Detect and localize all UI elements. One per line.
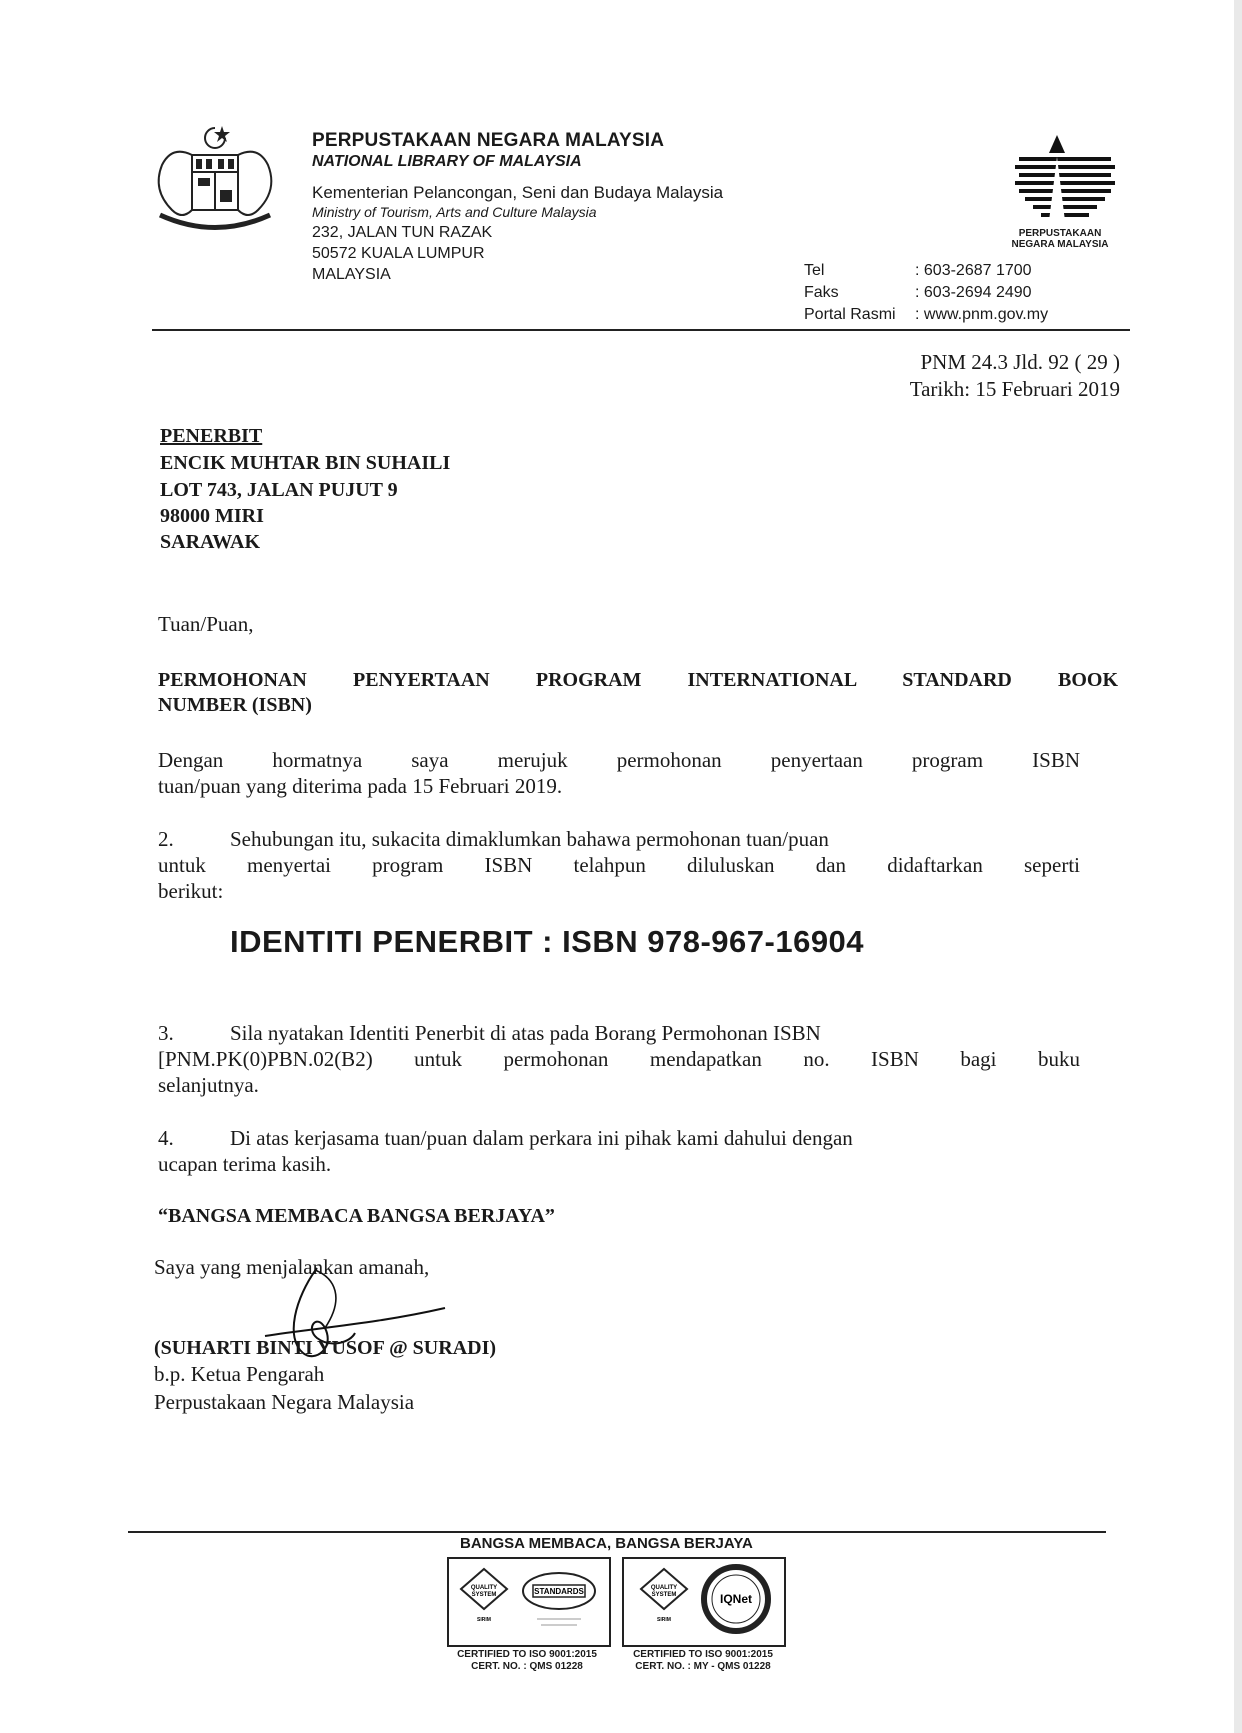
closing-line: Saya yang menjalankan amanah, [154,1255,430,1279]
signer-organization: Perpustakaan Negara Malaysia [154,1390,415,1414]
pnm-logo-caption [995,228,1125,250]
reference-number: PNM 24.3 Jld. 92 ( 29 ) [920,350,1120,374]
paragraph-3-line: [PNM.PK(0)PBN.02(B2) untuk permohonan mendapatkan no. ISBN bagi buku [158,1047,1080,1071]
contact-label-portal: Portal Rasmi [804,306,896,323]
footer-divider [128,1531,1106,1533]
cert-line: CERTIFIED TO ISO 9001:2015 [633,1649,773,1660]
paragraph-number: 4. [158,1126,174,1150]
paragraph-3-line: Sila nyatakan Identiti Penerbit di atas pada Borang Permohonan ISBN [230,1021,821,1045]
certification-badge-box [622,1557,786,1647]
paragraph-4-line: ucapan terima kasih. [158,1152,332,1176]
recipient-name: ENCIK MUHTAR BIN SUHAILI [160,452,451,474]
recipient-title: PENERBIT [160,425,263,447]
letter-date: Tarikh: 15 Februari 2019 [909,377,1120,401]
badge-text: SIRIM [477,1617,491,1623]
certification-text [618,1649,788,1673]
ministry-name: Kementerian Pelancongan, Seni dan Budaya Malaysia [312,183,724,202]
pnm-logo-caption-line: PERPUSTAKAAN [1018,228,1102,239]
ministry-name-english: Ministry of Tourism, Arts and Culture Malaysia [312,204,597,220]
contact-label-fax: Faks [804,284,839,301]
address-line: 232, JALAN TUN RAZAK [312,224,493,241]
iqnet-certified-badge-icon [624,1559,784,1645]
subject-line: PERMOHONAN PENYERTAAN PROGRAM INTERNATIONAL STANDARD BOOK [158,669,1118,691]
badge-text: STANDARDS [534,1587,584,1596]
signer-role: b.p. Ketua Pengarah [154,1362,325,1386]
recipient-address-line: LOT 743, JALAN PUJUT 9 [160,479,398,501]
paragraph-1-line: Dengan hormatnya saya merujuk permohonan penyertaan program ISBN [158,748,1080,772]
badge-text: QUALITY [650,1585,678,1591]
contact-value-tel: : 603-2687 1700 [915,262,1032,279]
cert-line: CERT. NO. : QMS 01228 [471,1661,583,1672]
cert-line: CERTIFIED TO ISO 9001:2015 [457,1649,597,1660]
publisher-isbn-identity: IDENTITI PENERBIT : ISBN 978-967-16904 [230,924,865,959]
pnm-logo-icon [1015,135,1115,225]
certification-text [442,1649,612,1673]
certification-badge-box [447,1557,611,1647]
subject-line: NUMBER (ISBN) [158,694,312,716]
salutation: Tuan/Puan, [158,612,254,636]
pnm-logo-caption-line: NEGARA MALAYSIA [1011,239,1109,250]
paragraph-2-line: berikut: [158,879,224,903]
organization-name: PERPUSTAKAAN NEGARA MALAYSIA [312,130,665,151]
paragraph-2-line: Sehubungan itu, sukacita dimaklumkan bahawa permohonan tuan/puan [230,827,829,851]
motto: “BANGSA MEMBACA BANGSA BERJAYA” [158,1205,555,1227]
signer-name: (SUHARTI BINTI YUSOF @ SURADI) [154,1337,497,1359]
paragraph-number: 3. [158,1021,174,1045]
paragraph-2-line: untuk menyertai program ISBN telahpun diluluskan dan didaftarkan seperti [158,853,1080,877]
cert-line: CERT. NO. : MY - QMS 01228 [635,1661,771,1672]
address-line: MALAYSIA [312,266,391,283]
badge-text: QUALITY [470,1585,498,1591]
address-line: 50572 KUALA LUMPUR [312,245,485,262]
badge-text: SYSTEM [471,1592,497,1598]
paragraph-3-line: selanjutnya. [158,1073,259,1097]
contact-label-tel: Tel [804,262,825,279]
badge-text: SIRIM [657,1617,671,1623]
paragraph-4-line: Di atas kerjasama tuan/puan dalam perkara ini pihak kami dahului dengan [230,1126,853,1150]
paragraph-1-line: tuan/puan yang diterima pada 15 Februari 2019. [158,774,563,798]
paragraph-4-first-line [158,1125,1080,1151]
contact-value-fax: : 603-2694 2490 [915,284,1032,301]
organization-name-english: NATIONAL LIBRARY OF MALAYSIA [312,153,582,170]
recipient-address-line: SARAWAK [160,531,261,553]
paragraph-3-first-line [158,1020,1080,1046]
contact-value-portal: : www.pnm.gov.my [915,306,1049,323]
paragraph-number: 2. [158,827,174,851]
footer-motto: BANGSA MEMBACA, BANGSA BERJAYA [460,1535,753,1552]
recipient-address-line: 98000 MIRI [160,505,264,527]
badge-text: IQNet [719,1592,753,1606]
letterhead-divider [152,329,1130,331]
paragraph-2-first-line [158,826,1080,852]
sirim-quality-badge-icon [449,1559,609,1645]
malaysia-coat-of-arms-icon [140,120,290,250]
badge-text: SYSTEM [651,1592,677,1598]
